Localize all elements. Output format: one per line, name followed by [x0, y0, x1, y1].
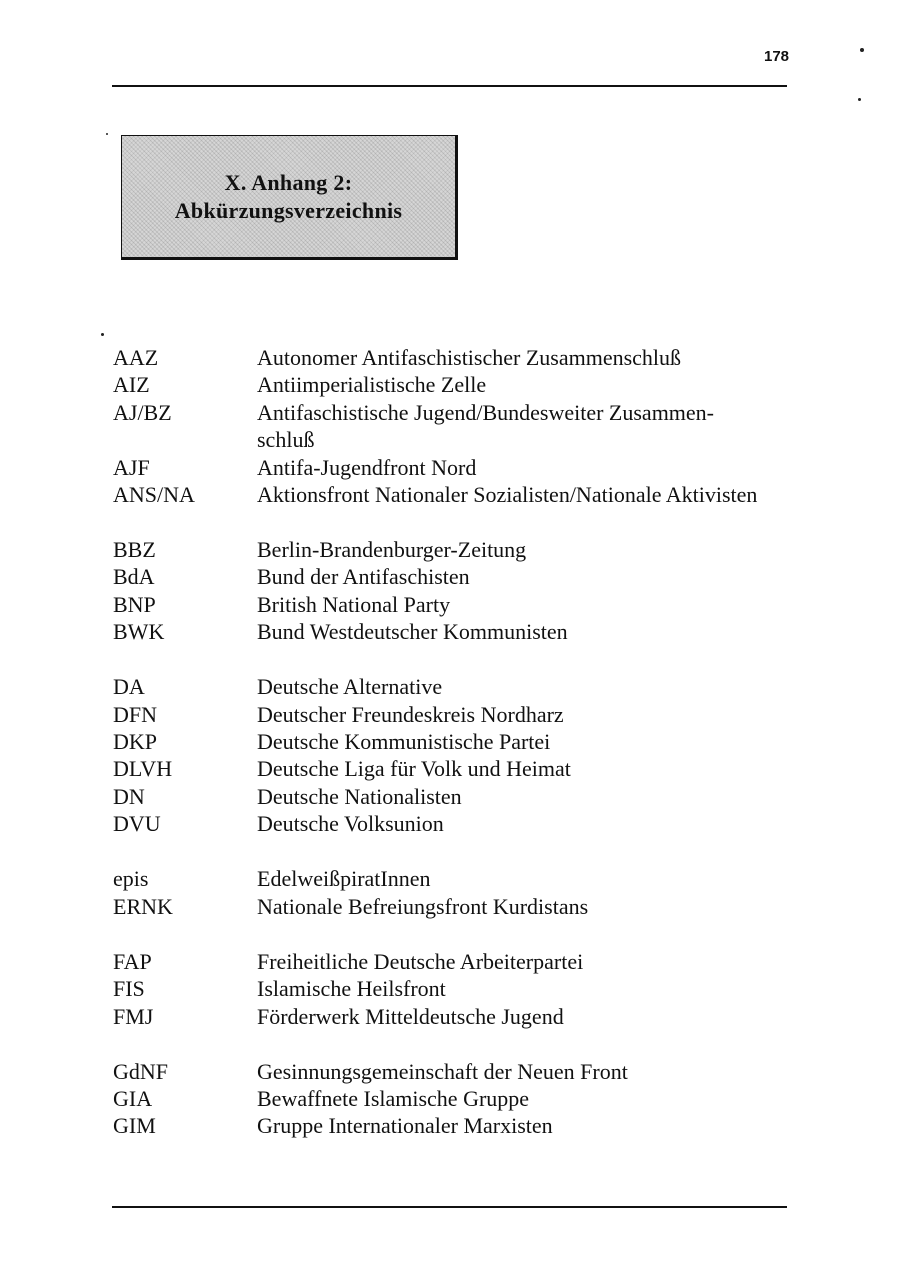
abbreviation-meaning: Deutsche Liga für Volk und Heimat	[257, 756, 571, 782]
abbreviation: BWK	[113, 619, 165, 645]
abbreviation: epis	[113, 866, 149, 892]
abbreviation-meaning: Gesinnungsgemeinschaft der Neuen Front	[257, 1058, 628, 1084]
abbreviation: AIZ	[113, 372, 150, 398]
list-item	[113, 975, 833, 1002]
list-item	[113, 728, 833, 755]
list-item	[113, 1112, 833, 1139]
abbreviation-list	[113, 344, 833, 1167]
list-item	[113, 563, 833, 590]
section-title-line-1: X. Anhang 2:	[224, 169, 353, 195]
abbreviation-meaning: Bund Westdeutscher Kommunisten	[257, 619, 568, 645]
abbreviation: AJ/BZ	[113, 399, 172, 425]
list-item	[113, 893, 833, 920]
list-item	[113, 865, 833, 892]
abbreviation: DFN	[113, 701, 158, 727]
abbreviation: BdA	[113, 564, 155, 590]
abbreviation-group-d	[113, 673, 833, 837]
abbreviation-meaning: Deutsche Alternative	[257, 674, 443, 700]
abbreviation: AJF	[113, 454, 150, 480]
abbreviation: FAP	[113, 948, 152, 974]
abbreviation: GdNF	[113, 1058, 169, 1084]
list-item	[113, 399, 833, 454]
abbreviation-meaning: Islamische Heilsfront	[257, 976, 446, 1002]
abbreviation: GIA	[113, 1085, 153, 1111]
abbreviation: GIM	[113, 1113, 156, 1139]
abbreviation-meaning: Berlin-Brandenburger-Zeitung	[257, 537, 527, 563]
list-item	[113, 536, 833, 563]
list-item	[113, 701, 833, 728]
section-title-box	[121, 135, 458, 260]
abbreviation-meaning: Deutscher Freundeskreis Nordharz	[257, 701, 564, 727]
list-item	[113, 618, 833, 645]
abbreviation-group-e	[113, 865, 833, 920]
abbreviation-group-b	[113, 536, 833, 646]
section-title-line-2: Abkürzungsverzeichnis	[174, 197, 403, 223]
abbreviation-meaning: Deutsche Volksunion	[257, 811, 444, 837]
scan-speck	[106, 133, 108, 135]
list-item	[113, 673, 833, 700]
abbreviation-meaning: Deutsche Kommunistische Partei	[257, 729, 551, 755]
abbreviation-group-g	[113, 1058, 833, 1140]
abbreviation-meaning: Autonomer Antifaschistischer Zusammenschluß	[257, 345, 682, 370]
scan-speck	[860, 48, 864, 52]
list-item	[113, 810, 833, 837]
list-item	[113, 344, 833, 371]
abbreviation-group-a	[113, 344, 833, 508]
abbreviation-meaning: Bewaffnete Islamische Gruppe	[257, 1085, 530, 1111]
abbreviation: ANS/NA	[113, 482, 195, 508]
abbreviation-meaning: British National Party	[257, 591, 451, 617]
abbreviation-meaning: Antiimperialistische Zelle	[257, 372, 487, 398]
abbreviation: DKP	[113, 729, 158, 755]
list-item	[113, 454, 833, 481]
list-item	[113, 755, 833, 782]
list-item	[113, 948, 833, 975]
abbreviation: DN	[113, 783, 145, 809]
abbreviation: BBZ	[113, 537, 156, 563]
abbreviation: BNP	[113, 591, 156, 617]
abbreviation-meaning: Freiheitliche Deutsche Arbeiterpartei	[257, 948, 584, 974]
abbreviation: FIS	[113, 976, 145, 1002]
footer-rule	[112, 1206, 787, 1208]
page-number: 178	[764, 48, 790, 65]
list-item	[113, 1003, 833, 1030]
abbreviation: ERNK	[113, 893, 173, 919]
list-item	[113, 591, 833, 618]
abbreviation-meaning: Aktionsfront Nationaler Sozialisten/Nationale Aktivisten	[257, 482, 758, 508]
abbreviation-group-f	[113, 948, 833, 1030]
abbreviation-meaning: Deutsche Nationalisten	[257, 783, 462, 809]
list-item	[113, 481, 833, 508]
list-item	[113, 1058, 833, 1085]
list-item	[113, 1085, 833, 1112]
scan-speck	[858, 98, 861, 101]
abbreviation-meaning: Antifaschistische Jugend/Bundesweiter Zusammen- schluß	[257, 399, 715, 453]
abbreviation-meaning: Förderwerk Mitteldeutsche Jugend	[257, 1003, 564, 1029]
abbreviation-meaning: Gruppe Internationaler Marxisten	[257, 1113, 553, 1139]
abbreviation-meaning: Nationale Befreiungsfront Kurdistans	[257, 893, 589, 919]
abbreviation: FMJ	[113, 1003, 154, 1029]
list-item	[113, 783, 833, 810]
header-rule	[112, 85, 787, 87]
abbreviation: DLVH	[113, 756, 173, 782]
abbreviation-meaning: Antifa-Jugendfront Nord	[257, 454, 477, 480]
scan-speck	[101, 333, 104, 336]
abbreviation: DVU	[113, 811, 161, 837]
abbreviation: DA	[113, 674, 145, 700]
abbreviation-meaning: Bund der Antifaschisten	[257, 564, 470, 590]
abbreviation-meaning: EdelweißpiratInnen	[257, 866, 431, 892]
list-item	[113, 371, 833, 398]
abbreviation: AAZ	[113, 345, 159, 370]
